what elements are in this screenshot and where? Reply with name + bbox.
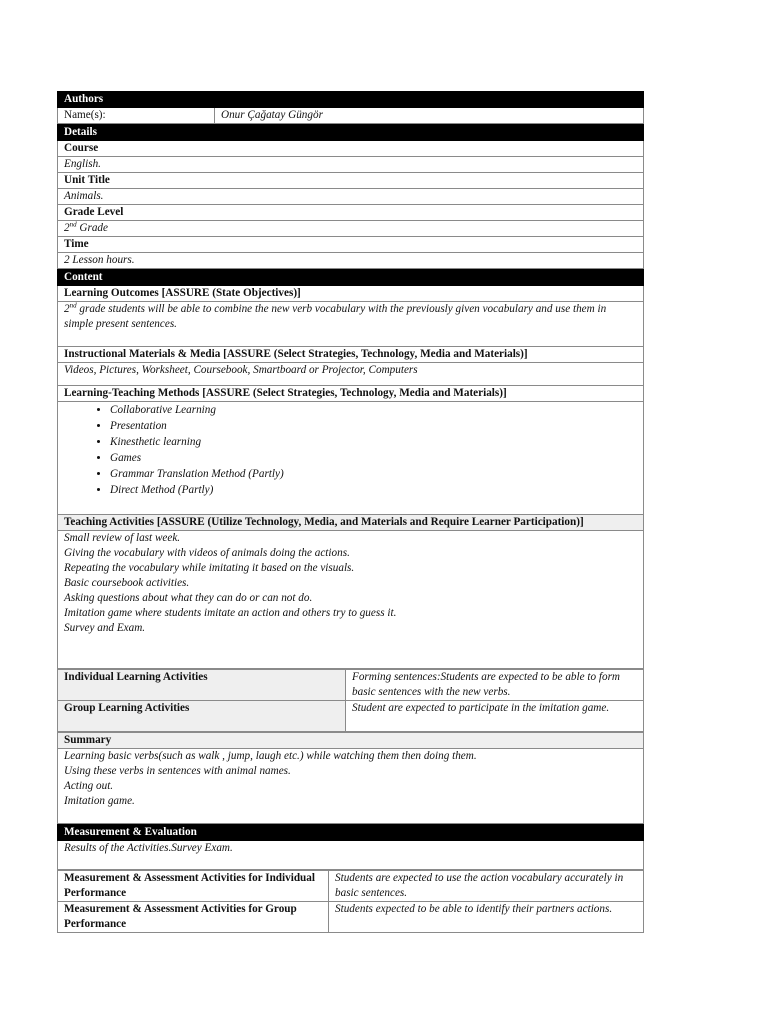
names-label: Name(s): [58,108,215,124]
activity-line: Small review of last week. [64,532,181,544]
content-header: Content [58,270,644,286]
summary-line: Imitation game. [64,795,135,807]
unit-title-label: Unit Title [58,173,644,189]
list-item: • Collaborative Learning [110,403,637,418]
grade-level-label: Grade Level [58,205,644,221]
time-label: Time [58,237,644,253]
list-item: • Grammar Translation Method (Partly) [110,467,637,482]
list-item: • Direct Method (Partly) [110,483,637,498]
course-label: Course [58,141,644,157]
materials-value: Videos, Pictures, Worksheet, Coursebook, Smartboard or Projector, Computers [58,363,644,386]
content-table [57,269,644,669]
outcomes-label: Learning Outcomes [ASSURE (State Objectives)] [58,286,644,302]
measurement-table [57,824,644,870]
learning-activities-table [57,669,644,732]
outcomes-value: 2nd grade students will be able to combine the new verb vocabulary with the previously given vocabulary and use them in simple present sentences. [58,302,644,347]
summary-line: Using these verbs in sentences with animal names. [64,765,291,777]
list-item: • Presentation [110,419,637,434]
summary-line: Acting out. [64,780,114,792]
details-header: Details [58,125,644,141]
individual-assessment-label: Measurement & Assessment Activities for Individual Performance [58,871,329,902]
activity-line: Asking questions about what they can do or can not do. [64,592,313,604]
summary-line: Learning basic verbs(such as walk , jump, laugh etc.) while watching them then doing them. [64,750,477,762]
methods-list-cell [58,402,644,515]
group-activities-label: Group Learning Activities [58,701,346,732]
materials-label: Instructional Materials & Media [ASSURE (Select Strategies, Technology, Media and Materials)] [58,347,644,363]
grade-level-value: 2nd Grade [58,221,644,237]
individual-assessment-value: Students are expected to use the action vocabulary accurately in basic sentences. [329,871,644,902]
authors-header: Authors [58,92,644,108]
details-table [57,124,644,269]
activity-line: Basic coursebook activities. [64,577,190,589]
measurement-header: Measurement & Evaluation [58,825,644,841]
group-assessment-label: Measurement & Assessment Activities for Group Performance [58,902,329,933]
methods-list [64,403,637,498]
lesson-plan-document [57,91,644,933]
course-value: English. [58,157,644,173]
summary-table [57,732,644,824]
authors-table [57,91,644,124]
summary-label: Summary [58,733,644,749]
activity-line: Repeating the vocabulary while imitating it based on the visuals. [64,562,355,574]
activities-cell [58,531,644,669]
list-item: • Kinesthetic learning [110,435,637,450]
activity-line: Imitation game where students imitate an action and others try to guess it. [64,607,397,619]
individual-activities-label: Individual Learning Activities [58,670,346,701]
activities-label: Teaching Activities [ASSURE (Utilize Technology, Media, and Materials and Require Learner Participation)] [58,515,644,531]
group-activities-value: Student are expected to participate in the imitation game. [346,701,644,732]
list-item: • Games [110,451,637,466]
unit-title-value: Animals. [58,189,644,205]
methods-label: Learning-Teaching Methods [ASSURE (Select Strategies, Technology, Media and Materials)] [58,386,644,402]
measurement-value: Results of the Activities.Survey Exam. [58,841,644,870]
assessment-table [57,870,644,933]
individual-activities-value: Forming sentences:Students are expected to be able to form basic sentences with the new verbs. [346,670,644,701]
summary-cell [58,749,644,824]
group-assessment-value: Students expected to be able to identify their partners actions. [329,902,644,933]
activity-line: Survey and Exam. [64,622,146,634]
activity-line: Giving the vocabulary with videos of animals doing the actions. [64,547,350,559]
names-value: Onur Çağatay Güngör [215,108,644,124]
time-value: 2 Lesson hours. [58,253,644,269]
